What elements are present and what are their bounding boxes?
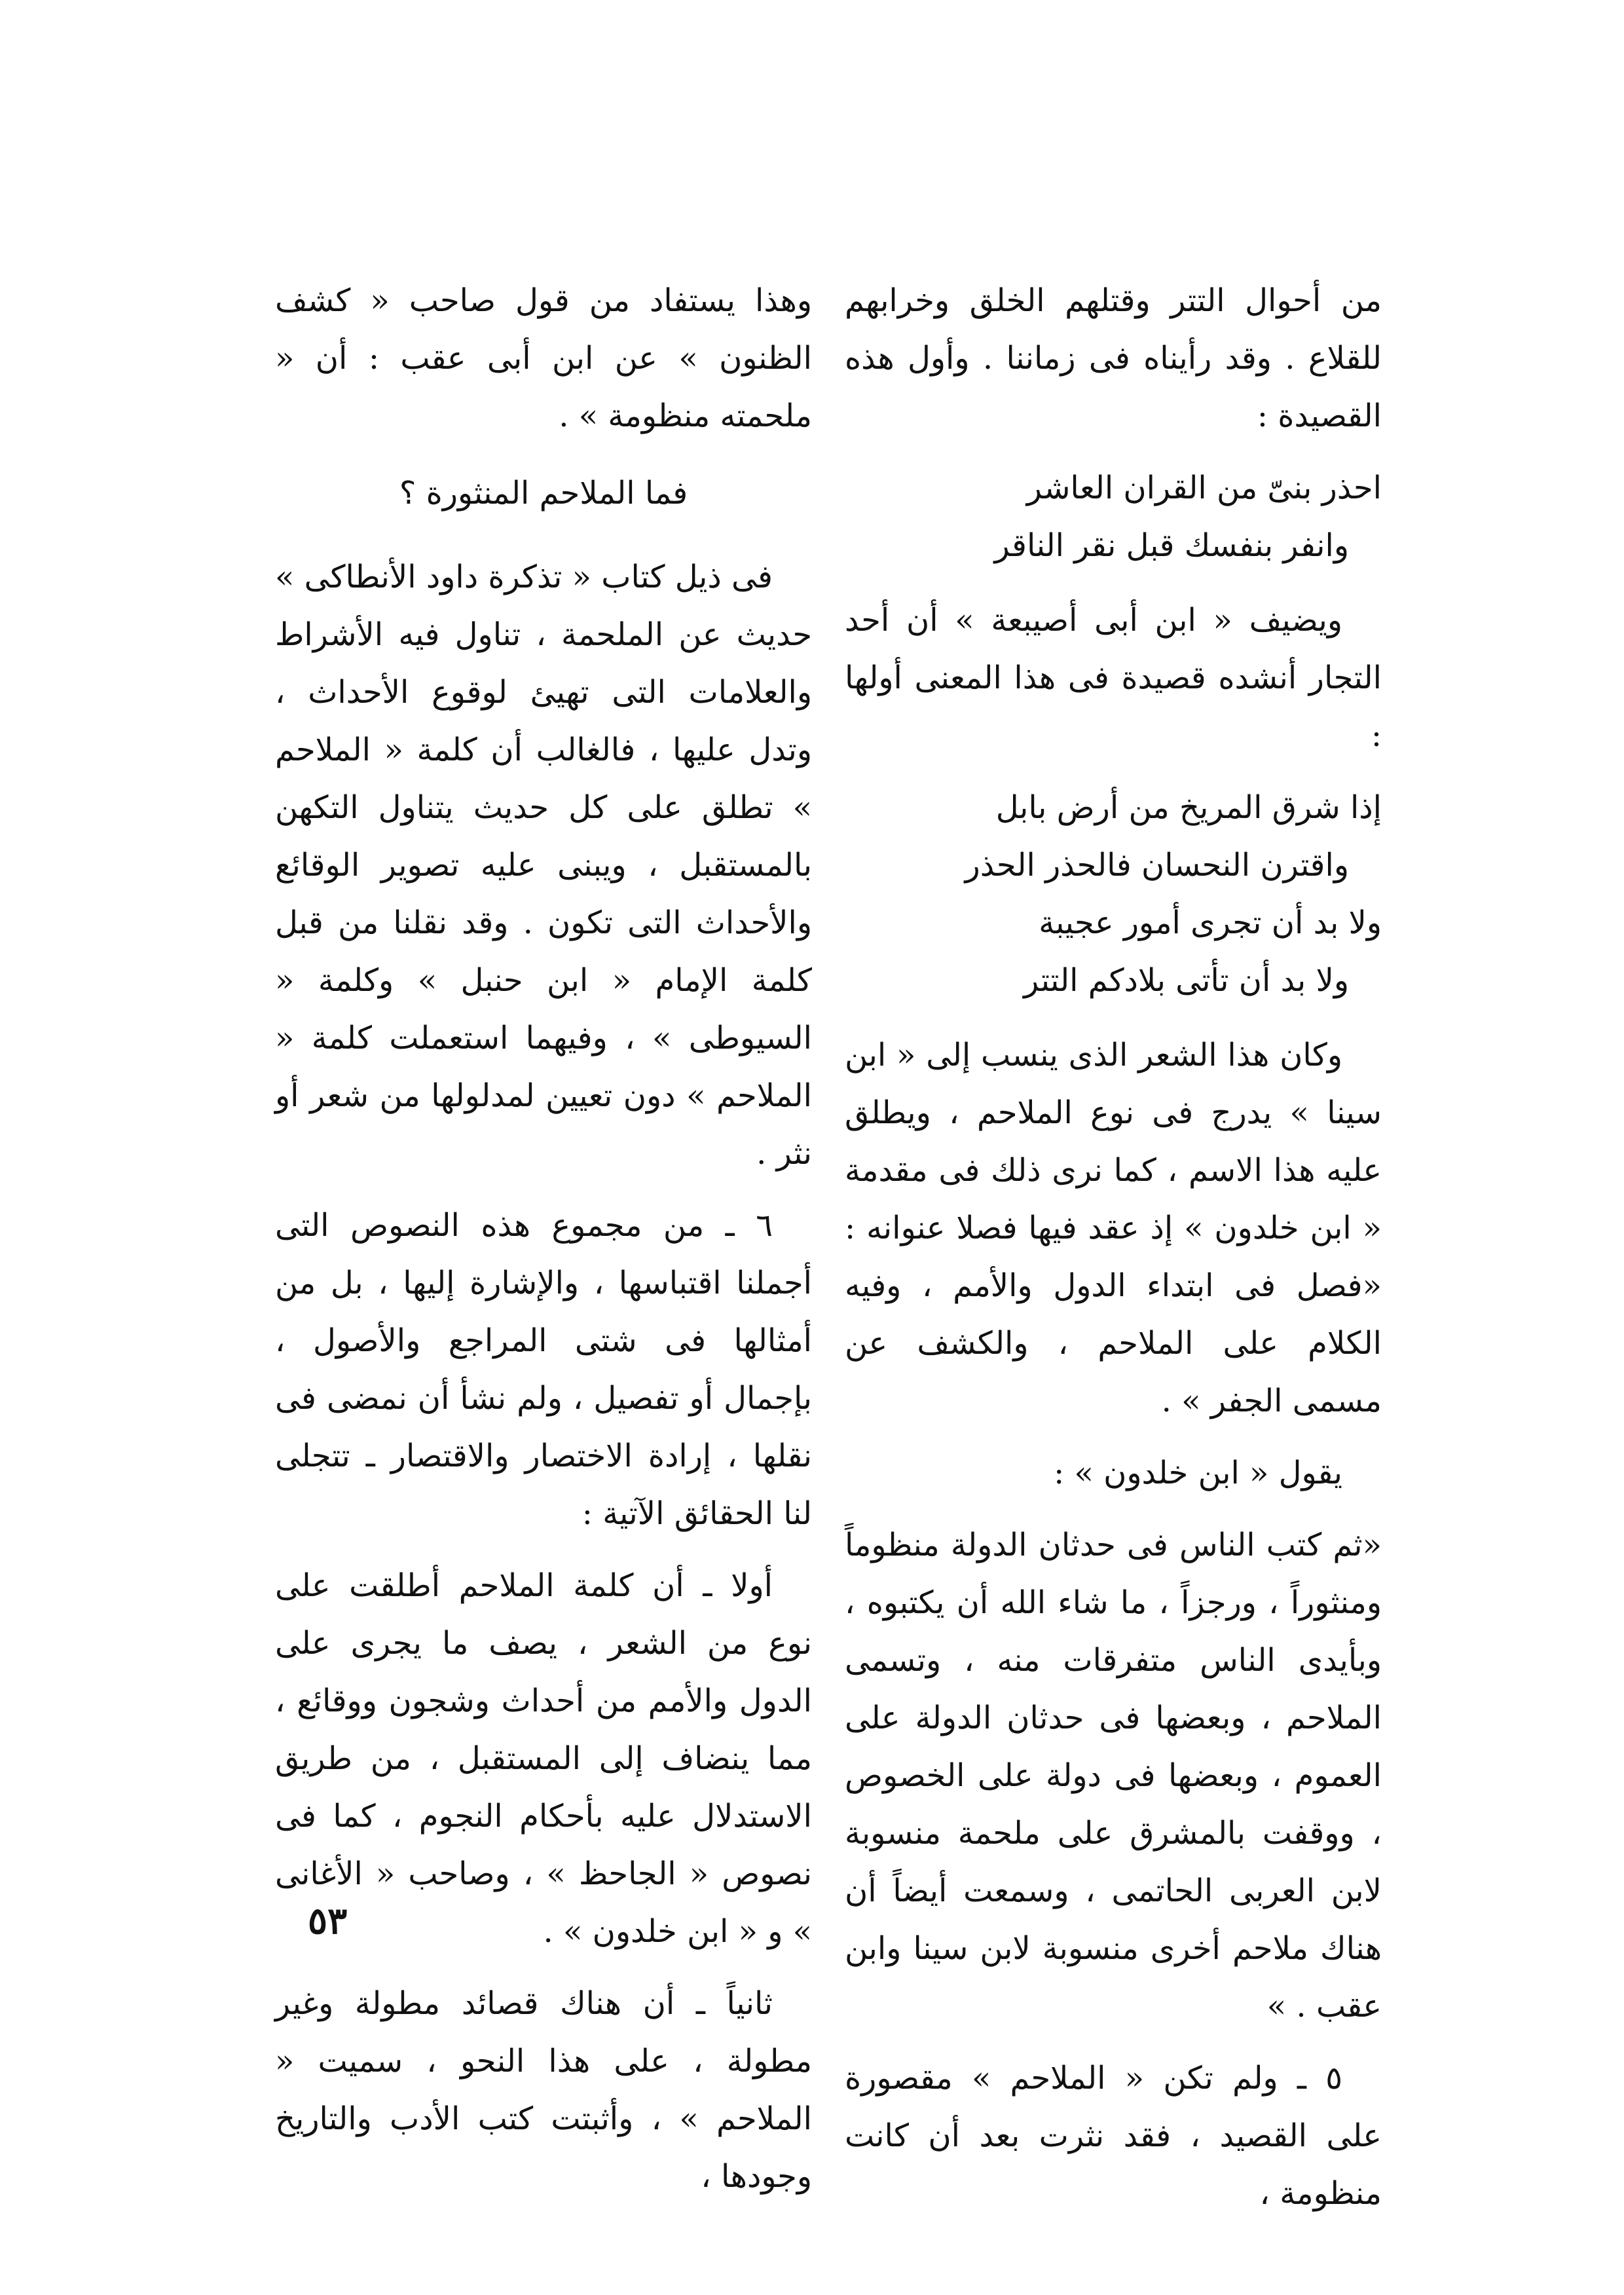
paragraph: ٥ ـ ولم تكن « الملاحم » مقصورة على القصيد ، فقد نثرت بعد أن كانت منظومة ، bbox=[845, 2060, 1382, 2212]
paragraph: فى ذيل كتاب « تذكرة داود الأنطاكى » حديث عن الملحمة ، تناول فيه الأشراط والعلامات التى تهيئ لوقوع الأحداث ، وتدل عليها ، فالغالب أن كلمة « الملاحم » تطلق على كل حديث يتناول التكهن بالمستقبل ، ويبنى عليه تصوير الوقائع والأحداث التى تكون . وقد نقلنا من قبل كلمة الإمام « ابن حنبل » وكلمة « السيوطى » ، وفيهما استعملت كلمة « الملاحم » دون تعيين لمدلولها من شعر أو نثر . bbox=[275, 559, 813, 1172]
verse-block bbox=[845, 459, 1382, 574]
right-column bbox=[845, 272, 1382, 2237]
verse-line: إذا شرق المريخ من أرض بابل bbox=[995, 789, 1382, 826]
paragraph: ٦ ـ من مجموع هذه النصوص التى أجملنا اقتباسها ، والإشارة إليها ، بل من أمثالها فى شتى المراجع والأصول ، بإجمال أو تفصيل ، ولم نشأ أن نمضى فى نقلها ، إرادة الاختصار والاقتصار ـ تتجلى لنا الحقائق الآتية : bbox=[275, 1207, 812, 1532]
paragraph: ويضيف « ابن أبى أصيبعة » أن أحد التجار أنشده قصيدة فى هذا المعنى أولها : bbox=[845, 602, 1382, 754]
paragraph: من أحوال التتر وقتلهم الخلق وخرابهم للقلاع . وقد رأيناه فى زماننا . وأول هذه القصيدة : bbox=[845, 282, 1382, 434]
verse-line: واقترن النحسان فالحذر الحذر bbox=[965, 847, 1349, 884]
verse-line: ولا بد أن تأتى بلادكم التتر bbox=[1024, 962, 1349, 999]
verse-line: ولا بد أن تجرى أمور عجيبة bbox=[1039, 905, 1382, 941]
paragraph: ثانياً ـ أن هناك قصائد مطولة وغير مطولة ، على هذا النحو ، سميت « الملاحم » ، وأثبتت كتب الأدب والتاريخ وجودها ، bbox=[275, 1985, 812, 2195]
paragraph: يقول « ابن خلدون » : bbox=[1054, 1455, 1342, 1491]
verse-block bbox=[845, 779, 1382, 1009]
quotation: «ثم كتب الناس فى حدثان الدولة منظوماً ومنثوراً ، ورجزاً ، ما شاء الله أن يكتبوه ، وبأيدى الناس متفرقات منه ، وتسمى الملاحم ، وبعضها فى حدثان الدولة على العموم ، وبعضها فى دولة على الخصوص ، ووقفت بالمشرق على ملحمة منسوبة لابن العربى الحاتمى ، وسمعت أيضاً أن هناك ملاحم أخرى منسوبة لابن سينا وابن عقب . » bbox=[845, 1527, 1382, 2024]
paragraph: وكان هذا الشعر الذى ينسب إلى « ابن سينا » يدرج فى نوع الملاحم ، ويطلق عليه هذا الاسم ، كما نرى ذلك فى مقدمة « ابن خلدون » إذ عقد فيها فصلا عنوانه : «فصل فى ابتداء الدول والأمم ، وفيه الكلام على الملاحم ، والكشف عن مسمى الجفر » . bbox=[845, 1037, 1382, 1419]
verse-line: احذر بنىّ من القران العاشر bbox=[1026, 470, 1382, 506]
paragraph: أولا ـ أن كلمة الملاحم أطلقت على نوع من الشعر ، يصف ما يجرى على الدول والأمم من أحداث وشجون ووقائع ، مما ينضاف إلى المستقبل ، من طريق الاستدلال عليه بأحكام النجوم ، كما فى نصوص « الجاحظ » ، وصاحب « الأغانى » و « ابن خلدون » . bbox=[275, 1567, 812, 1950]
section-heading: فما الملاحم المنثورة ؟ bbox=[399, 475, 688, 512]
paragraph: وهذا يستفاد من قول صاحب « كشف الظنون » عن ابن أبى عقب : أن « ملحمته منظومة » . bbox=[275, 282, 812, 434]
page-number: ٥٣ bbox=[308, 1899, 348, 1943]
left-column bbox=[275, 272, 812, 2220]
verse-line: وانفر بنفسك قبل نقر الناقر bbox=[994, 527, 1349, 564]
